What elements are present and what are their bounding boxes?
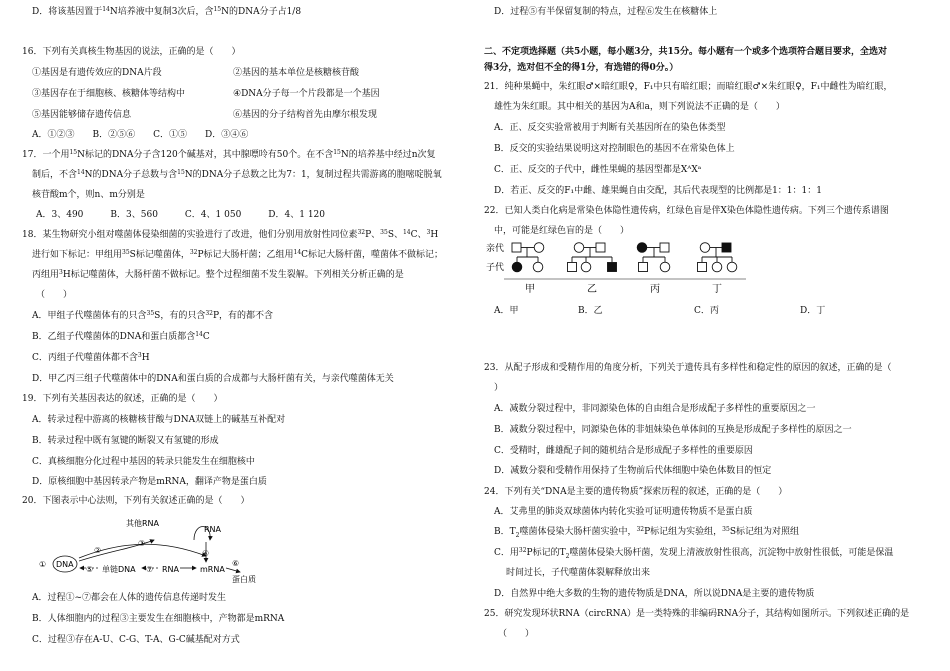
q21-option-c: C．正、反交的子代中，雌性果蝇的基因型都是XᴬXᵃ (494, 165, 702, 175)
q21-stem-line1: 21．纯种果蝇中，朱红眼♂×暗红眼♀，F₁中只有暗红眼；而暗红眼♂×朱红眼♀，F₁中雌性为暗红眼， (484, 82, 893, 92)
q16-item: ⑤基因能够储存遗传信息 (32, 110, 132, 120)
yi-son (568, 263, 577, 272)
bing-son (639, 263, 648, 272)
mrna-label: mRNA (200, 565, 225, 574)
marker-6: ⑥ (232, 559, 240, 568)
q19-stem: 19．下列有关基因表达的叙述，正确的是（ ） (22, 394, 223, 404)
marker-5: ⑤ (86, 565, 94, 574)
ding-father-affected (722, 243, 731, 252)
protein-label: 蛋白质 (232, 575, 256, 584)
q24-option-a: A．艾弗里的肺炎双球菌体内转化实验可证明遗传物质不是蛋白质 (494, 507, 753, 517)
q19-option-d: D．原核细胞中基因转录产物是mRNA，翻译产物是蛋白质 (32, 477, 267, 487)
pedigree-charts (484, 238, 784, 300)
pedigree-name-bing: 丙 (650, 284, 660, 295)
q24-option-b: B．$T_2$噬菌体侵染大肠杆菌实验中，$^{32}$P标记组为实验组，$^{35}$S标记组为对照组 (494, 526, 799, 539)
offspring-generation-label: 子代 (486, 263, 505, 273)
q18-stem-line2: 进行如下标记：甲组用$^{35}$S标记噬菌体，$^{32}$P标记大肠杆菌；乙组用$^{14}$C标记大肠杆菌，噬菌体不做标记； (32, 249, 444, 260)
q20-stem: 20．下图表示中心法则，下列有关叙述正确的是（ ） (22, 496, 250, 506)
q17-stem-line2: 制后，不含$^{14}$N的DNA分子总数与含$^{15}$N的DNA分子总数之比为7：1，复制过程共需游离的胞嘧啶脱氧 (32, 169, 442, 180)
section2-heading-line2: 得3分，选对但不全的得1分，有选错的得0分。） (484, 63, 679, 73)
q23-option-d: D．减数分裂和受精作用保持了生物前后代体细胞中染色体数目的恒定 (494, 466, 772, 476)
pedigree-name-jia: 甲 (525, 284, 535, 295)
bing-mother-affected (637, 243, 647, 253)
parent-generation-label: 亲代 (486, 244, 505, 254)
marker-2: ② (94, 546, 102, 555)
q18-option-d: D．甲乙丙三组子代噬菌体中的DNA和蛋白质的合成都与大肠杆菌有关，与亲代噬菌体无关 (32, 374, 394, 384)
q17-choices: A．3、490 B．3、560 C．4、1 050 D．4、1 120 (36, 210, 326, 220)
q16-item: ②基因的基本单位是核糖核苷酸 (233, 68, 360, 78)
q21-option-b: B．反交的实验结果说明这对控制眼色的基因不在常染色体上 (494, 144, 735, 154)
jia-father (512, 243, 521, 252)
yi-father (596, 243, 605, 252)
q25-stem-line1: 25．研究发现环状RNA（circRNA）是一类特殊的非编码RNA分子，其结构如图所示。下列叙述正确的是 (484, 609, 910, 619)
q17-stem-line3: 核苷酸m个，则n、m分别是 (32, 190, 145, 200)
q21-stem-line2: 雄性为朱红眼。其中相关的基因为A和a，则下列说法不正确的是（ ） (494, 102, 785, 112)
q24-option-d: D．自然界中绝大多数的生物的遗传物质是DNA，所以说DNA是主要的遗传物质 (494, 589, 815, 599)
q24-option-c-line2: 时间过长，子代噬菌体裂解释放出来 (506, 568, 651, 578)
q21-option-a: A．正、反交实验常被用于判断有关基因所在的染色体类型 (494, 123, 726, 133)
marker-1: ① (39, 560, 47, 569)
q23-stem-line1: 23．从配子形成和受精作用的角度分析，下列关于遗传具有多样性和稳定性的原因的叙述，正确的是（ (484, 363, 892, 373)
other-rna-label: 其他RNA (126, 519, 160, 528)
ding-son (698, 263, 707, 272)
yi-mother (574, 243, 584, 253)
ding-daughter (712, 262, 722, 272)
q22-choice-c: C．丙 (694, 306, 719, 316)
rna-mid-label: RNA (162, 565, 180, 574)
q22-choice-d: D．丁 (800, 306, 826, 316)
q18-option-c: C．丙组子代噬菌体都不含$^3$H (32, 352, 150, 363)
pedigree-name-yi: 乙 (587, 284, 597, 295)
q16-choices: A．①②③ B．②⑤⑥ C．①⑤ D．③④⑥ (32, 130, 249, 140)
pedigree-name-ding: 丁 (712, 284, 722, 295)
q20-option-d: D．过程⑤有半保留复制的特点，过程⑥发生在核糖体上 (494, 7, 718, 17)
q19-option-c: C．真核细胞分化过程中基因的转录只能发生在细胞核中 (32, 457, 255, 467)
q15-option-d: D．将该基因置于$^{14}$N培养液中复制3次后，含$^{15}$N的DNA分子占1/8 (32, 6, 302, 17)
q24-stem: 24．下列有关“DNA是主要的遗传物质”探索历程的叙述，正确的是（ ） (484, 487, 788, 497)
q17-stem-line1: 17．一个用$^{15}$N标记的DNA分子含120个碱基对，其中腺嘌呤有50个。在不含$^{15}$N的培养基中经过n次复 (22, 149, 436, 160)
q16-item: ⑥基因的分子结构首先由摩尔根发现 (233, 110, 378, 120)
q18-stem-line3: 丙组用$^3$H标记噬菌体，大肠杆菌不做标记。整个过程细菌不发生裂解。下列相关分析正确的是 (32, 269, 404, 280)
q23-stem-line2: ） (494, 383, 504, 393)
marker-7: ⑦ (146, 565, 154, 574)
q20-option-b: B．人体细胞内的过程③主要发生在细胞核中，产物都是mRNA (32, 614, 285, 624)
marker-4: ④ (202, 549, 210, 558)
marker-3: ③ (138, 539, 146, 548)
arrow-translation (226, 568, 240, 572)
q23-option-c: C．受精时，雌雄配子间的随机结合是形成配子多样性的重要原因 (494, 446, 753, 456)
q18-option-a: A．甲组子代噬菌体有的只含$^{35}$S，有的只含$^{32}$P，有的都不含 (32, 310, 274, 321)
q18-option-b: B．乙组子代噬菌体的DNA和蛋白质都含$^{14}$C (32, 331, 210, 342)
q24-option-c-line1: C．用$^{32}$P标记的$T_2$噬菌体侵染大肠杆菌，发现上清液放射性很高，沉淀物中放射性很低，可能是保温 (494, 547, 894, 560)
q16-item: ④DNA分子每一个片段都是一个基因 (233, 89, 380, 99)
q20-option-c: C．过程③存在A-U、C-G、T-A、G-C碱基配对方式 (32, 635, 240, 645)
q25-stem-line2: （ ） (498, 629, 535, 639)
section2-heading-line1: 二、不定项选择题（共5小题，每小题3分，共15分。每小题有一个或多个选项符合题目要求，全选对 (484, 47, 888, 57)
ss-dna-label: 单链DNA (102, 565, 136, 574)
q20-option-a: A．过程①~⑦都会在人体的遗传信息传递时发生 (32, 593, 227, 603)
jia-daughter (533, 262, 543, 272)
q19-option-a: A．转录过程中游离的核糖核苷酸与DNA双链上的碱基互补配对 (32, 415, 286, 425)
dna-label: DNA (56, 560, 74, 569)
q16-item: ①基因是有遗传效应的DNA片段 (32, 68, 162, 78)
ding-daughter2 (727, 262, 737, 272)
ding-mother (700, 243, 710, 253)
yi-daughter (581, 262, 591, 272)
q16-item: ③基因存在于细胞核、核糖体等结构中 (32, 89, 186, 99)
q22-choice-b: B．乙 (578, 306, 603, 316)
rna-top-label: RNA (204, 525, 222, 534)
q18-stem-line1: 18．某生物研究小组对噬菌体侵染细菌的实验进行了改进，他们分别用放射性同位素$^{32}$P、$^{35}$S、$^{14}$C、$^3$H (22, 229, 439, 240)
yi-son-affected (608, 263, 617, 272)
jia-daughter-affected (512, 262, 522, 272)
q19-option-b: B．转录过程中既有氢键的断裂又有氢键的形成 (32, 436, 219, 446)
q23-option-b: B．减数分裂过程中，同源染色体的非姐妹染色单体间的互换是形成配子多样性的原因之一 (494, 425, 852, 435)
central-dogma-diagram (34, 510, 264, 585)
q22-stem-line1: 22．已知人类白化病是常染色体隐性遗传病，红绿色盲是伴X染色体隐性遗传病。下列三个遗传系谱图 (484, 206, 889, 216)
bing-daughter (660, 262, 670, 272)
q23-option-a: A．减数分裂过程中，非同源染色体的自由组合是形成配子多样性的重要原因之一 (494, 404, 816, 414)
q18-paren: （ ） (36, 290, 73, 300)
q21-option-d: D．若正、反交的F₁中雌、雄果蝇自由交配，其后代表现型的比例都是1：1：1：1 (494, 186, 822, 196)
q22-stem-line2: 中，可能是红绿色盲的是（ ） (494, 226, 630, 236)
q16-stem: 16．下列有关真核生物基因的说法，正确的是（ ） (22, 47, 241, 57)
bing-father (660, 243, 669, 252)
q22-choice-a: A．甲 (494, 306, 519, 316)
jia-mother (534, 243, 544, 253)
